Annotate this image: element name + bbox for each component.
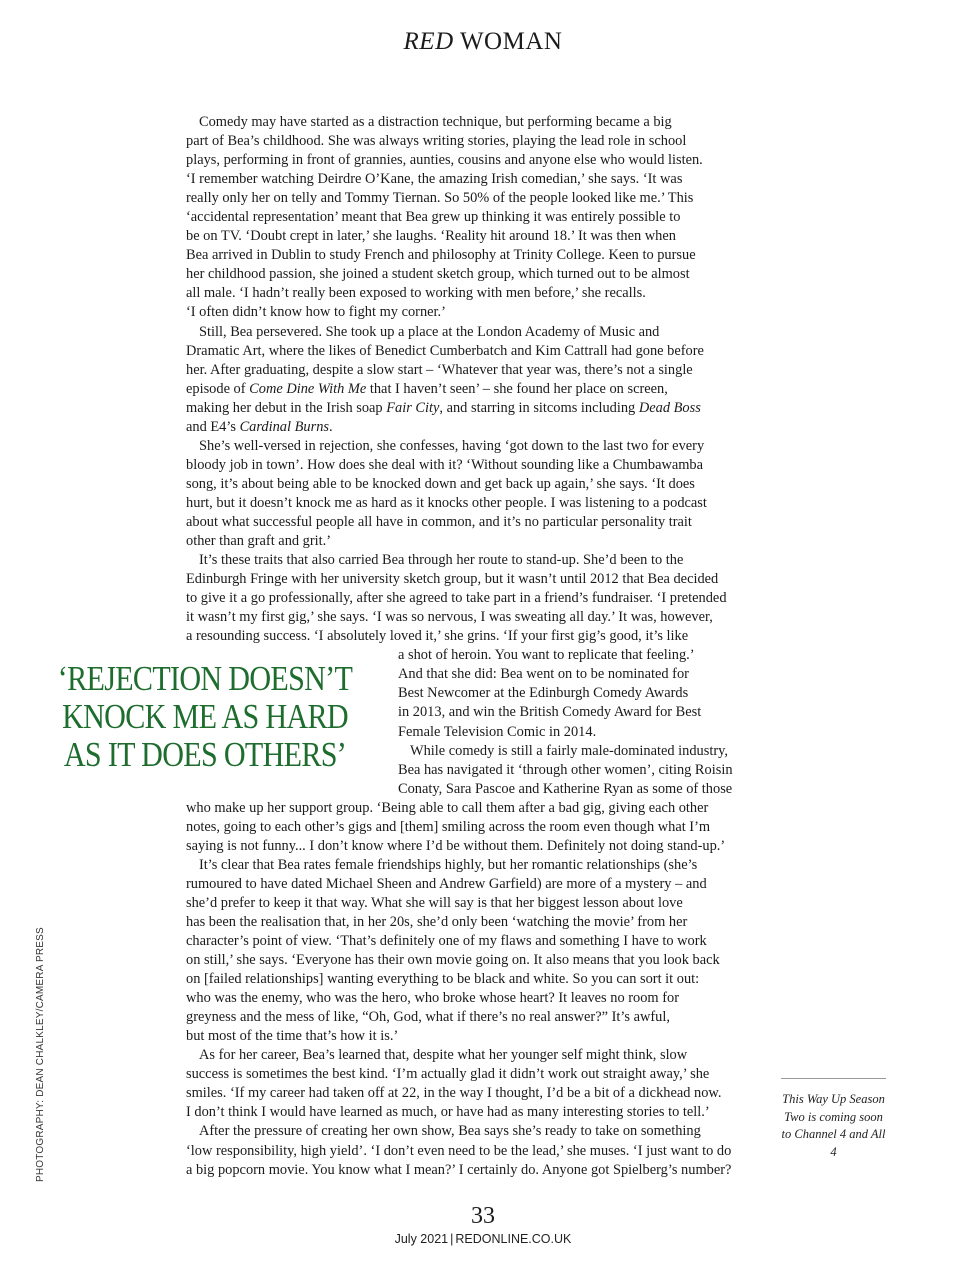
sidenote: This Way Up Season Two is coming soon to Channel 4 and All 4 [781, 1092, 886, 1159]
text-line: but most of the time that’s how it is.’ [186, 1028, 399, 1045]
text-line: Best Newcomer at the Edinburgh Comedy Awards [398, 685, 689, 702]
footer-separator: | [450, 1232, 454, 1246]
show-title: Cardinal Burns [239, 418, 329, 435]
text-line: She’s well-versed in rejection, she confesses, having ‘got down to the last two for every [199, 437, 705, 454]
show-title: Come Dine With Me [249, 380, 367, 397]
text-line: hurt, but it doesn’t knock me as hard as it knocks other people. I was listening to a podcast [186, 494, 707, 511]
text-line: And that she did: Bea went on to be nominated for [398, 666, 689, 683]
text-line: in 2013, and win the British Comedy Award for Best [398, 704, 702, 721]
text-line: saying is not funny... I don’t know where I’d be without them. Definitely not doing stand-up.’ [186, 837, 726, 854]
text-line: ‘I often didn’t know how to fight my corner.’ [186, 304, 446, 321]
text-run: . [328, 418, 333, 435]
text-line: While comedy is still a fairly male-dominated industry, [410, 742, 728, 759]
text-line: Conaty, Sara Pascoe and Katherine Ryan as some of those [398, 780, 733, 797]
text-line: ‘low responsibility, high yield’. ‘I don’t even need to be the lead,’ she muses. ‘I just want to do [186, 1142, 732, 1159]
photo-credit: PHOTOGRAPHY: DEAN CHALKLEY/CAMERA PRESS [35, 927, 46, 1182]
text-run: Still, Bea persevered. She took up a place at the London Academy of Music and Dramatic Art, where the likes of Benedict Cumberbatch and Kim Cattrall had gone before her. After graduating, despite a slow start – ‘Whatever that year was, there’s not a single episode of [186, 323, 704, 397]
text-line: ‘I remember watching Deirdre O’Kane, the amazing Irish comedian,’ she says. ‘It was [186, 171, 683, 188]
show-title: Dead Boss [638, 399, 701, 416]
sidenote-divider [781, 1078, 886, 1079]
paragraph-8 [186, 1122, 761, 1179]
text-line: a shot of heroin. You want to replicate that feeling.’ [398, 647, 695, 664]
text-line: greyness and the mess of like, “Oh, God, what if there’s no real answer?” It’s awful, [186, 1009, 670, 1026]
text-line: rumoured to have dated Michael Sheen and Andrew Garfield) are more of a mystery – and [186, 875, 707, 892]
website: REDONLINE.CO.UK [455, 1232, 572, 1246]
text-line: other than graft and grit.’ [186, 533, 332, 550]
text-line: Bea has navigated it ‘through other women’, citing Roisin [398, 761, 733, 778]
text-line: plays, performing in front of grannies, aunties, cousins and anyone else who would listen. [186, 152, 703, 169]
text-line: part of Bea’s childhood. She was always writing stories, playing the lead role in school [186, 133, 687, 150]
paragraph-2 [186, 323, 714, 437]
text-line: be on TV. ‘Doubt crept in later,’ she laughs. ‘Reality hit around 18.’ It was then when [186, 228, 676, 245]
text-run: , and starring in sitcoms including [439, 399, 639, 416]
text-line: she’d prefer to keep it that way. What she will say is that her biggest lesson about love [186, 894, 683, 911]
text-line: on still,’ she says. ‘Everyone has their own movie going on. It also means that you look back [186, 952, 720, 969]
text-line: Edinburgh Fringe with her university sketch group, but it wasn’t until 2012 that Bea decided [186, 571, 719, 588]
text-line: Comedy may have started as a distraction technique, but performing became a big [199, 114, 672, 130]
text-line: her childhood passion, she joined a student sketch group, which turned out to be almost [186, 266, 690, 283]
paragraph-3 [186, 437, 761, 551]
text-line: about what successful people all have in common, and it’s no particular personality trait [186, 513, 692, 530]
show-title: Fair City [386, 399, 440, 416]
section-header [0, 28, 966, 56]
text-line: really only her on telly and Tommy Tiernan. So 50% of the people looked like me.’ This [186, 190, 694, 207]
text-line: smiles. ‘If my career had taken off at 22, in the way I thought, I’d be a bit of a dickhead now. [186, 1085, 722, 1102]
page-number: 33 [471, 1203, 495, 1229]
text-line: all male. ‘I hadn’t really been exposed to working with men before,’ she recalls. [186, 285, 646, 302]
text-line: It’s clear that Bea rates female friendships highly, but her romantic relationships (she’s [199, 856, 698, 873]
page-footer [0, 1232, 966, 1246]
paragraph-7 [186, 1046, 761, 1122]
text-run: that I haven’t seen’ – she found her place on screen, making her debut in the Irish soap [186, 380, 668, 416]
paragraph-1 [186, 113, 761, 323]
text-line: song, it’s about being able to be knocked down and get back up again,’ she says. ‘It does [186, 475, 695, 492]
text-line: a big popcorn movie. You know what I mean?’ I certainly do. Anyone got Spielberg’s number? [186, 1161, 732, 1178]
text-line: notes, going to each other’s gigs and [them] smiling across the room even though what I’m [186, 818, 711, 835]
text-line: Female Television Comic in 2014. [398, 723, 597, 740]
text-line: on [failed relationships] wanting everything to be black and white. So you can sort it out: [186, 971, 700, 988]
text-run: and E4’s [186, 418, 240, 435]
text-line: After the pressure of creating her own show, Bea says she’s ready to take on something [199, 1123, 701, 1140]
text-line: who make up her support group. ‘Being able to call them after a bad gig, giving each other [186, 799, 709, 816]
magazine-brand: RED [403, 28, 454, 55]
text-line: It’s these traits that also carried Bea through her route to stand-up. She’d been to the [199, 552, 684, 569]
text-line: a resounding success. ‘I absolutely loved it,’ she grins. ‘If your first gig’s good, it’s like [186, 628, 689, 645]
article-body [186, 113, 761, 1180]
text-line: Bea arrived in Dublin to study French and philosophy at Trinity College. Keen to pursue [186, 247, 696, 264]
paragraph-6 [186, 856, 761, 1046]
text-line: ‘accidental representation’ meant that Bea grew up thinking it was entirely possible to [186, 209, 681, 226]
text-line: to give it a go professionally, after she agreed to take part in a friend’s fundraiser. ‘I pretended [186, 590, 727, 607]
text-line: character’s point of view. ‘That’s definitely one of my flaws and something I have to work [186, 933, 707, 950]
text-line: has been the realisation that, in her 20s, she’d only been ‘watching the movie’ from her [186, 913, 688, 930]
text-line: I don’t think I would have learned as much, or have had as many interesting stories to tell.’ [186, 1104, 710, 1121]
text-line: success is sometimes the best kind. ‘I’m actually glad it didn’t work out straight away,’ she [186, 1066, 710, 1083]
issue-date: July 2021 [394, 1232, 449, 1246]
section-name: WOMAN [459, 28, 563, 55]
text-line: who was the enemy, who was the hero, who broke whose heart? It leaves no room for [186, 990, 679, 1007]
text-line: it wasn’t my first gig,’ she says. ‘I was so nervous, I was sweating all day.’ It was, however, [186, 609, 713, 626]
text-line: As for her career, Bea’s learned that, despite what her younger self might think, slow [199, 1047, 688, 1064]
pull-quote: ‘REJECTION DOESN’T KNOCK ME AS HARD AS IT DOES OTHERS’ [57, 659, 353, 774]
text-line: bloody job in town’. How does she deal with it? ‘Without sounding like a Chumbawamba [186, 456, 704, 473]
